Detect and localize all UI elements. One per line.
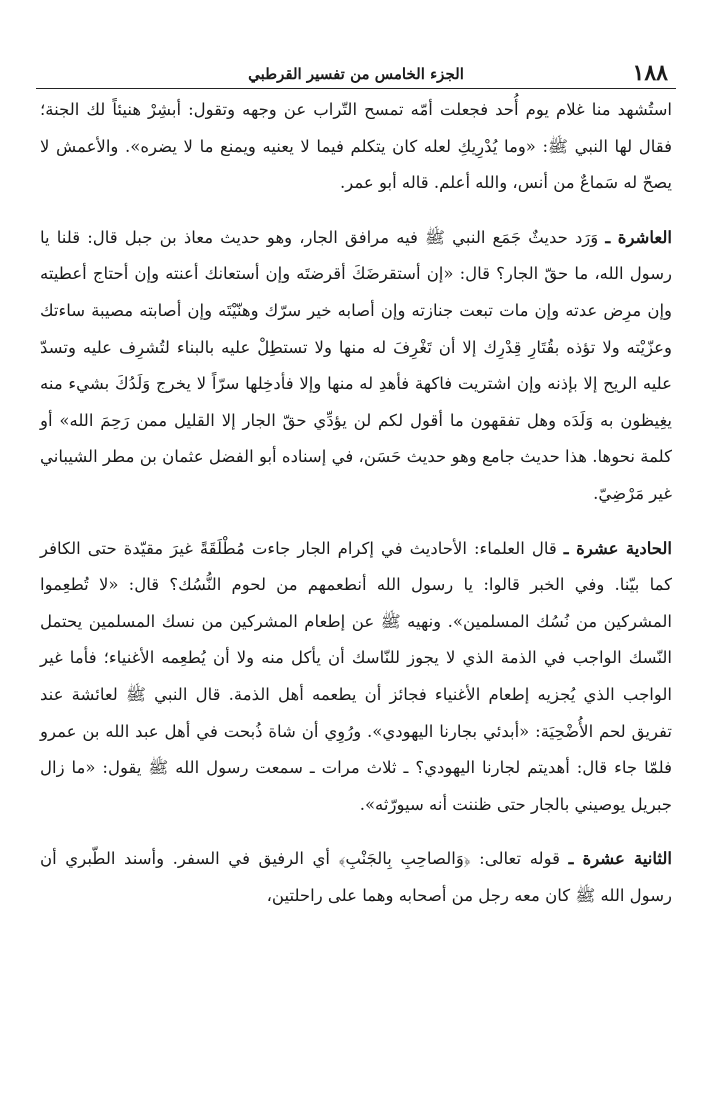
paragraph-tenth xyxy=(40,220,672,513)
body-text xyxy=(40,92,672,914)
paragraph-heading: العاشرة ـ xyxy=(605,227,672,247)
paragraph-text: استُشهد منا غلام يوم أُحد فجعلت أمّه تمسح التّراب عن وجهه وتقول: أبشِرْ هنيئاً لك الجنة؛ فقال لها النبي ﷺ: «وما يُدْرِيكِ لعله كان يتكلم فيما لا يعنيه ويمنع ما لا يضره». والأعمش لا يصحّ له سَماعٌ من أنس، والله أعلم. قاله أبو عمر. xyxy=(40,100,672,193)
paragraph-text: قال العلماء: الأحاديث في إكرام الجار جاءت مُطْلَقَةً غيرَ مقيّدة حتى الكافر كما بيّنا. وفي الخبر قالوا: يا رسول الله أنطعمهم من لحوم النُّسُك؟ قال: «لا تُطعِموا المشركين من نُسُك المسلمين». ونهيه ﷺ عن إطعام المشركين من نسك المسلمين يحتمل النّسك الواجب في الذمة الذي لا يجوز للنّاسك أن يأكل منه ولا أن يُطعِمه الأغنياء؛ فأما غير الواجب الذي يُجزيه إطعام الأغنياء فجائز أن يطعمه أهل الذمة. قال النبي ﷺ لعائشة عند تفريق لحم الأُضْحِيَة: «أبدئي بجارنا اليهودي». ورُوِي أن شاة ذُبحت في أهل عبد الله بن عمرو فلمّا جاء قال: أهديتم لجارنا اليهودي؟ ـ ثلاث مرات ـ سمعت رسول الله ﷺ يقول: «ما زال جبريل يوصيني بالجار حتى ظننت أنه سيورّثه». xyxy=(40,538,672,814)
running-title: الجزء الخامس من تفسير القرطبي xyxy=(248,65,464,83)
header-rule xyxy=(36,88,676,89)
page-number: ١٨٨ xyxy=(632,60,668,86)
paragraph-heading: الحادية عشرة ـ xyxy=(563,538,672,558)
paragraph-continuation xyxy=(40,92,672,202)
paragraph-twelfth xyxy=(40,841,672,914)
paragraph-text: وَرَد حديثٌ جَمَع النبي ﷺ فيه مرافق الجار، وهو حديث معاذ بن جبل قال: قلنا يا رسول الله، ما حقّ الجار؟ قال: «إن أستقرضَكَ أقرضتَه وإن أستعانك أعنته وإن أحتاج أعطيته وإن مرِض عدته وإن مات تبعت جنازته وإن أصابه خير سرّك وهنّيْتَه وإن أصابته مصيبة ساءتك وعزّيْته ولا تؤذه بقُتَارِ قِدْرِك إلا أن تَغْرِفَ له منها ولا تستطِلْ عليه بالبناء لتُشرِف عليه وتسدّ عليه الريح إلا بإذنه وإن اشتريت فاكهة فأهدِ له منها وإلا فأدخِلها سرّاً لا يخرج وَلَدُكَ بشيء منه يغِيظون به وَلَدَه وهل تفقهون ما أقول لكم لن يؤدِّي حقّ الجار إلا القليل ممن رَحِمَ الله» أو كلمة نحوها. هذا حديث جامع وهو حديث حَسَن، في إسناده أبو الفضل عثمان بن مطر الشيباني غير مَرْضِيّ. xyxy=(40,227,672,503)
page-header xyxy=(36,58,676,88)
paragraph-text: قوله تعالى: ﴿وَالصاحِبِ بِالجَنْبِ﴾ أي الرفيق في السفر. وأسند الطّبري أن رسول الله ﷺ كان معه رجل من أصحابه وهما على راحلتين، xyxy=(40,849,672,905)
paragraph-eleventh xyxy=(40,531,672,824)
paragraph-heading: الثانية عشرة ـ xyxy=(568,849,673,869)
